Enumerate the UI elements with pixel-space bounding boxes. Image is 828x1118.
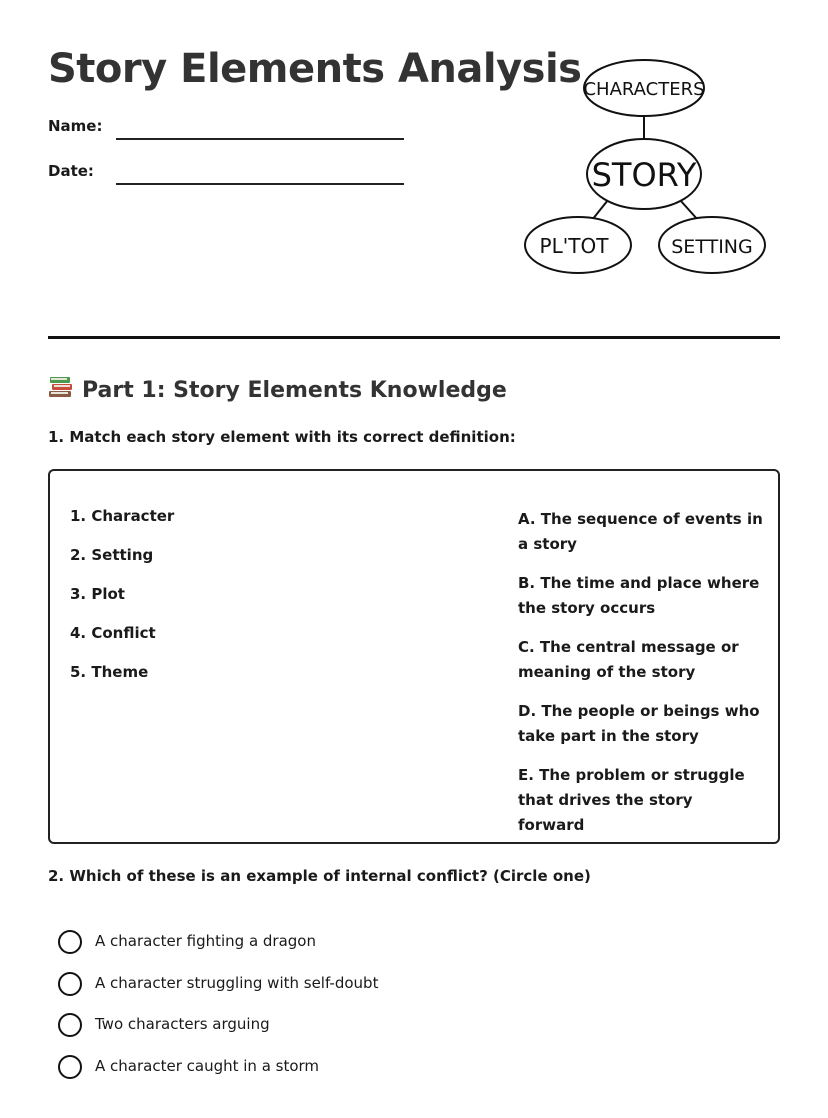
radio-circle[interactable] [58, 930, 82, 954]
plot-node-label: PL'TOT [539, 234, 609, 258]
definition-c: C. The central message or meaning of the story [518, 638, 739, 681]
characters-node-label: CHARACTERS [583, 79, 705, 100]
term-setting: 2. Setting [70, 546, 154, 564]
name-label: Name: [48, 117, 103, 135]
part1-title: Part 1: Story Elements Knowledge [82, 378, 507, 403]
option-1-label: A character fighting a dragon [95, 932, 316, 950]
books-icon [48, 374, 74, 400]
setting-node-label: SETTING [671, 236, 753, 258]
options-list [58, 930, 378, 1096]
date-field[interactable] [116, 183, 404, 185]
option-3[interactable] [58, 1013, 378, 1055]
story-elements-diagram [520, 56, 770, 278]
definition-b: B. The time and place where the story occurs [518, 574, 760, 617]
worksheet-title: Story Elements Analysis [48, 46, 582, 92]
term-conflict: 4. Conflict [70, 624, 156, 642]
definition-a: A. The sequence of events in a story [518, 510, 763, 553]
radio-circle[interactable] [58, 1013, 82, 1037]
option-4-label: A character caught in a storm [95, 1056, 320, 1075]
definition-e: E. The problem or struggle that drives the story forward [518, 766, 745, 834]
term-theme: 5. Theme [70, 663, 149, 681]
name-field[interactable] [116, 138, 404, 140]
connector-right [680, 200, 698, 220]
matching-box [48, 469, 780, 844]
option-4[interactable] [58, 1055, 378, 1097]
radio-circle[interactable] [58, 1055, 82, 1079]
section-divider [48, 336, 780, 339]
connector-left [592, 200, 608, 220]
story-node-label: STORY [591, 156, 697, 194]
definitions-list [518, 507, 764, 852]
term-plot: 3. Plot [70, 585, 125, 603]
option-3-label: Two characters arguing [95, 1015, 270, 1033]
radio-circle[interactable] [58, 972, 82, 996]
option-2[interactable] [58, 972, 378, 1014]
part1-heading [48, 374, 507, 403]
question-2: 2. Which of these is an example of internal conflict? (Circle one) [48, 867, 591, 885]
terms-list [70, 507, 174, 702]
definition-d: D. The people or beings who take part in the story [518, 702, 760, 745]
question-1: 1. Match each story element with its correct definition: [48, 428, 516, 446]
option-2-label: A character struggling with self-doubt [95, 973, 379, 992]
date-label: Date: [48, 162, 94, 180]
term-character: 1. Character [70, 507, 175, 525]
option-1[interactable] [58, 930, 378, 972]
